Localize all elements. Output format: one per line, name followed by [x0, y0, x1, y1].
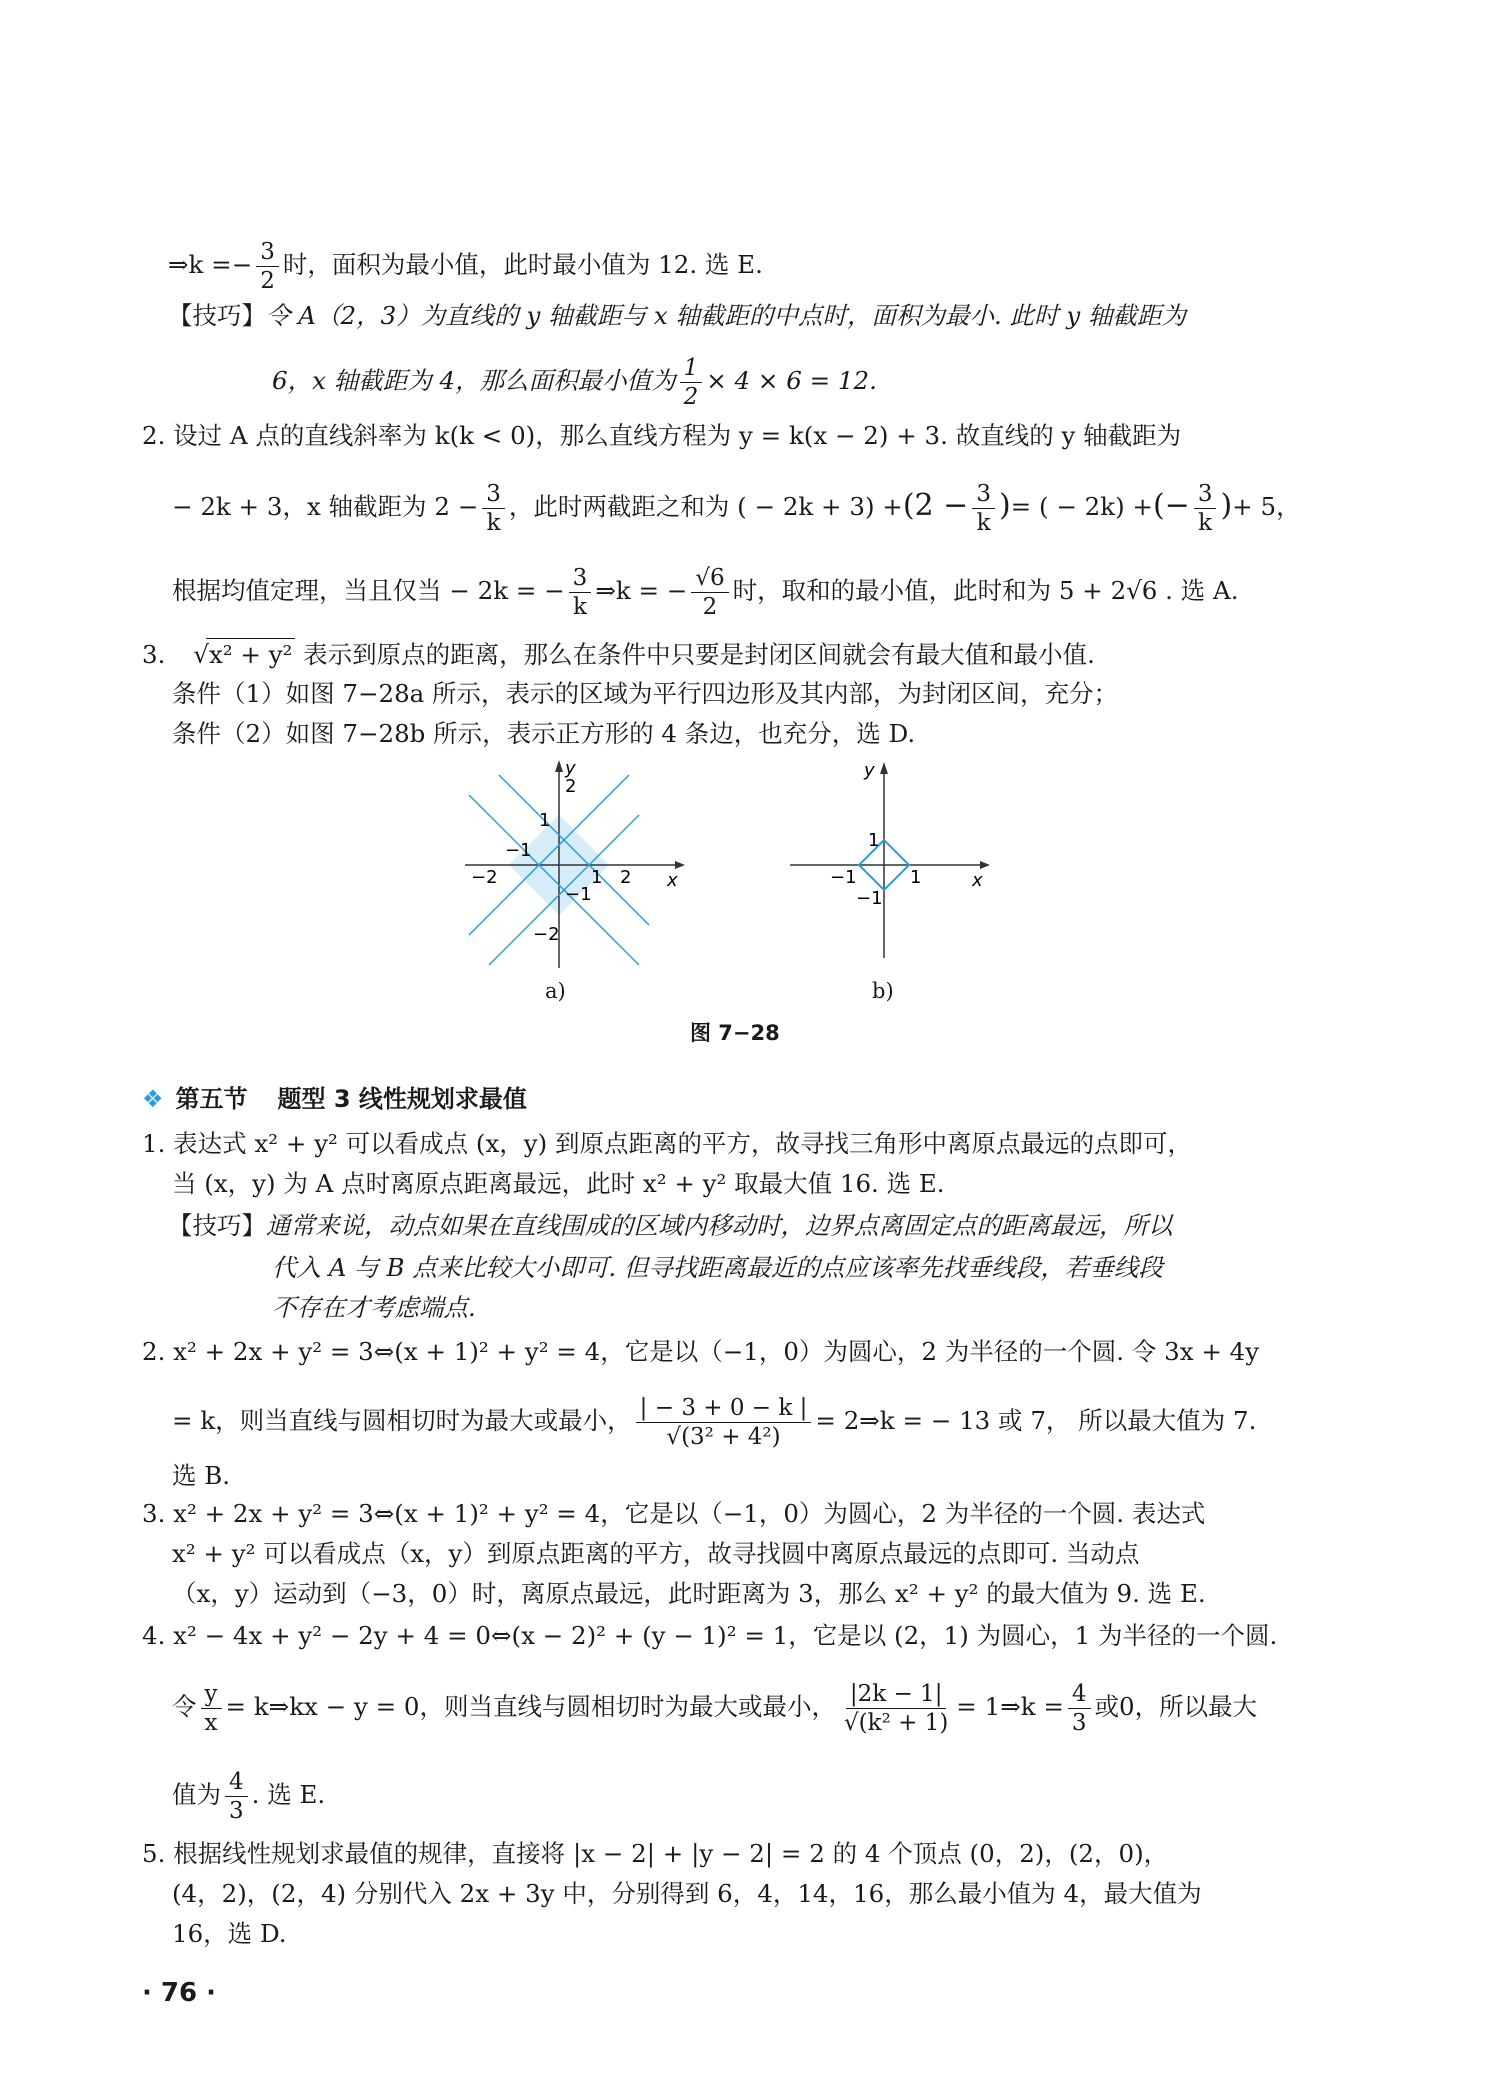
boundary-line	[469, 775, 632, 935]
text-line: 值为 $\frac{4}{3}$ . 选 E.	[172, 1769, 326, 1824]
tick-label: −2	[533, 924, 560, 945]
x-arrow	[980, 861, 990, 869]
text-line: 2. x² + 2x + y² = 3⇔(x + 1)² + y² = 4，它是以（−1，0）为圆心，2 为半径的一个圆. 令 3x + 4y	[142, 1337, 1260, 1366]
text-line: 4. x² − 4x + y² − 2y + 4 = 0⇔(x − 2)² + (y − 1)² = 1，它是以 (2，1) 为圆心，1 为半径的一个圆.	[142, 1621, 1278, 1650]
tick-label: −1	[565, 884, 592, 905]
figure-caption: 图 7−28	[690, 1021, 780, 1045]
tick-label: 2	[620, 867, 632, 888]
text: 6，x 轴截距为 4，那么面积最小值为	[272, 366, 676, 395]
tick-label: 1	[591, 867, 603, 888]
y-arrow	[880, 762, 888, 774]
text-line: 选 B.	[172, 1461, 231, 1490]
text-line	[168, 238, 763, 295]
section-heading: ❖ 第五节 题型 3 线性规划求最值	[142, 1085, 527, 1113]
text: 2. 设过 A 点的直线斜率为 k(k < 0)，那么直线方程为 y = k(x − 2) + 3. 故直线的 y 轴截距为	[142, 421, 1182, 450]
fraction: $\frac{√6}{2}$	[691, 564, 728, 621]
text-line: 16，选 D.	[172, 1919, 287, 1948]
tick-label: −1	[505, 840, 532, 861]
figure-7-28b	[780, 758, 1000, 968]
text-line	[142, 420, 1181, 452]
fraction: $\frac{| - 3 + 0 - k |}{\text{√(3² + 4²)}}$	[636, 1394, 812, 1451]
fraction: $\frac{4}{3}$	[225, 1768, 248, 1825]
tick-label: −1	[830, 867, 857, 888]
fraction: $\frac{3}{2}$	[256, 238, 279, 295]
subfigure-caption-b: b)	[872, 979, 894, 1003]
y-arrow	[555, 760, 563, 772]
sqrt-expression: √ x² + y²	[206, 638, 295, 671]
text: × 4 × 6 = 12.	[706, 366, 877, 395]
text-line: − 2k + 3，x 轴截距为 2 − $\frac{3}{k}$ ，此时两截距之和为 ( − 2k + 3) +(2 − $\frac{3}{k}$ )= ( − 2k) +(− $\frac{3}{k}$ )+ 5，	[172, 481, 1301, 536]
tick-label: 2	[565, 776, 577, 797]
x-arrow	[675, 861, 685, 869]
text-line: 条件（2）如图 7−28b 所示，表示正方形的 4 条边，也充分，选 D.	[172, 719, 916, 748]
tick-label: −1	[856, 888, 883, 909]
subfigure-caption-a: a)	[545, 979, 566, 1003]
tip-line	[168, 300, 1186, 332]
fraction: $\frac{y}{x}$	[201, 1680, 222, 1737]
tip-tag: 【技巧】	[168, 301, 266, 330]
text-line: 1. 表达式 x² + y² 可以看成点 (x，y) 到原点距离的平方，故寻找三角形中离原点最远的点即可，	[142, 1129, 1192, 1158]
tip-line	[272, 354, 877, 411]
y-label: y	[864, 760, 875, 781]
text-line: 根据均值定理，当且仅当 − 2k = − $\frac{3}{k}$ ⇒k = − $\frac{√6}{2}$ 时，取和的最小值，此时和为 5 + 2√6 . 选 A.	[172, 565, 1239, 620]
page-number: · 76 ·	[142, 1978, 217, 2008]
text-line: x² + y² 可以看成点（x，y）到原点距离的平方，故寻找圆中离原点最远的点即可. 当动点	[172, 1539, 1140, 1568]
text-line: 当 (x，y) 为 A 点时离原点距离最远，此时 x² + y² 取最大值 16. 选 E.	[172, 1169, 945, 1198]
text-line: 5. 根据线性规划求最值的规律，直接将 |x − 2| + |y − 2| = 2 的 4 个顶点 (0，2)，(2，0)，	[142, 1839, 1169, 1868]
text-line: 3. √ x² + y² 表示到原点的距离，那么在条件中只要是封闭区间就会有最大值和最小值.	[142, 638, 1095, 671]
text-line: 条件（1）如图 7−28a 所示，表示的区域为平行四边形及其内部，为封闭区间，充分；	[172, 679, 1119, 708]
tick-label: 1	[539, 810, 551, 831]
text-line: (4，2)，(2，4) 分别代入 2x + 3y 中，分别得到 6，4，14，16，那么最小值为 4，最大值为	[172, 1879, 1202, 1908]
fraction: $\frac{4}{3}$	[1068, 1680, 1091, 1737]
text-line: = k，则当直线与圆相切时为最大或最小， $\frac{| - 3 + 0 - k |}{\text{√(3² + 4²)}}$ = 2⇒k = − 13 或 7， 所以最大值为 7.	[172, 1395, 1257, 1450]
fraction: $\frac{3}{k}$	[1194, 480, 1217, 537]
text: 时，面积为最小值，此时最小值为 12. 选 E.	[282, 250, 763, 279]
y-label: y	[565, 758, 576, 779]
x-label: x	[972, 870, 983, 891]
figure-7-28a	[455, 758, 685, 968]
fraction: $\frac{3}{k}$	[482, 480, 505, 537]
tip-line: 代入 A 与 B 点来比较大小即可. 但寻找距离最近的点应该率先找垂线段，若垂线段	[272, 1253, 1163, 1282]
fraction: $\frac{1}{2}$	[680, 354, 703, 411]
tip-line: 【技巧】通常来说，动点如果在直线围成的区域内移动时，边界点离固定点的距离最远，所以	[168, 1211, 1173, 1240]
text-line: 3. x² + 2x + y² = 3⇔(x + 1)² + y² = 4，它是以（−1，0）为圆心，2 为半径的一个圆. 表达式	[142, 1499, 1206, 1528]
diamond-bullet-icon: ❖	[142, 1085, 164, 1113]
fraction: $\frac{|2k - 1|}{\text{√(k² + 1)}}$	[844, 1681, 949, 1736]
fraction: $\frac{3}{k}$	[972, 480, 995, 537]
tick-label: −2	[471, 867, 498, 888]
text-line: （x，y）运动到（−3，0）时，离原点最远，此时距离为 3，那么 x² + y² 的最大值为 9. 选 E.	[172, 1579, 1206, 1608]
tip-line: 不存在才考虑端点.	[272, 1293, 476, 1322]
tick-label: 1	[910, 867, 922, 888]
text: ⇒k =−	[168, 250, 253, 279]
fraction: $\frac{3}{k}$	[569, 564, 592, 621]
x-label: x	[667, 870, 678, 891]
text: 令 A（2，3）为直线的 y 轴截距与 x 轴截距的中点时，面积为最小. 此时 y 轴截距为	[266, 301, 1186, 330]
text-line: 令 $\frac{y}{x}$ = k⇒kx − y = 0，则当直线与圆相切时为最大或最小， $\frac{|2k - 1|}{\text{√(k² + 1)}}$ = 1⇒k = $\frac{4}{3}$ 或0，所以最大	[172, 1681, 1258, 1736]
tick-label: 1	[868, 830, 880, 851]
